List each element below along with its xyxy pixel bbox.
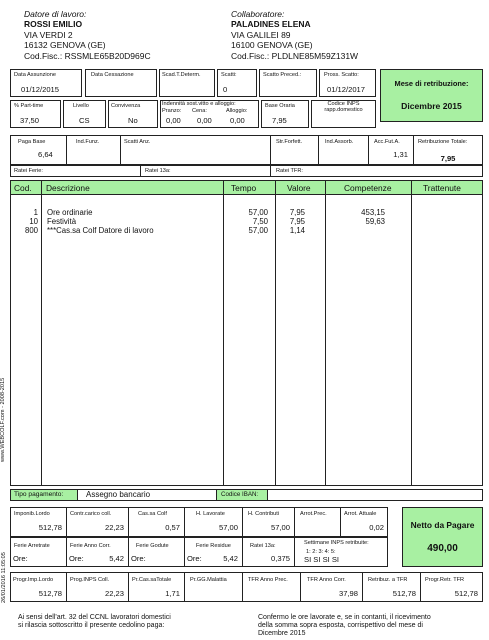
row-earnings: 453,15 xyxy=(361,208,385,217)
progressive-sickness-label: Pr.GG.Malattia xyxy=(190,577,227,583)
employer-fiscal-code: Cod.Fisc.: RSSMLE65B20D969C xyxy=(24,51,151,61)
iban-label: Codice IBAN: xyxy=(221,491,259,498)
pay-month-label: Mese di retribuzione: xyxy=(394,79,469,88)
next-step-value: 01/12/2017 xyxy=(327,85,366,94)
payment-type-label: Tipo pagamento: xyxy=(14,491,64,498)
holiday-used-label: Ferie Godute xyxy=(136,543,169,549)
footer-right-line-2: della somma sopra esposta, corrispettivo del mese di xyxy=(258,622,423,629)
pay-month-box xyxy=(380,69,483,122)
tfr-salary-value: 512,78 xyxy=(392,589,416,598)
tfr-current-year-value: 37,98 xyxy=(338,589,358,598)
net-pay-label: Netto da Pagare xyxy=(410,520,475,530)
worker-fiscal-code: Cod.Fisc.: PLDLNE85M59Z131W xyxy=(231,51,359,61)
worker-contribution-label: Contr.carico coll. xyxy=(70,511,112,517)
future-increase-value: 1,31 xyxy=(393,150,408,159)
cohabitation-value: No xyxy=(128,116,138,125)
row-time: 57,00 xyxy=(248,226,268,235)
row-code: 800 xyxy=(24,226,38,235)
col-header-code: Cod. xyxy=(14,183,32,193)
row-time: 7,50 xyxy=(252,217,268,226)
13th-month-value: 0,375 xyxy=(270,554,290,563)
inps-weeks-flags: SI SI SI SI xyxy=(304,555,340,564)
row-code: 1 xyxy=(33,208,38,217)
cohabitation-label: Convivenza xyxy=(111,103,141,109)
footer-left-line-2: si rilascia sottoscritto il presente cedolino paga: xyxy=(18,622,165,629)
seniority-steps-label: Scatti: xyxy=(221,72,237,78)
row-code: 10 xyxy=(29,217,38,226)
worker-contribution-value: 22,23 xyxy=(104,523,124,532)
cassa-colf-value: 0,57 xyxy=(165,523,180,532)
worker-address: VIA GALILEI 89 xyxy=(231,30,291,40)
lodging-value: 0,00 xyxy=(230,116,245,125)
part-time-label: % Part-time xyxy=(14,103,44,109)
employer-name: ROSSI EMILIO xyxy=(24,19,83,29)
base-pay-value: 6,64 xyxy=(38,150,53,159)
future-increase-label: Acc.Fut.A. xyxy=(374,139,400,145)
tfr-previous-year-label: TFR Anno Prec. xyxy=(248,577,288,583)
progressive-cassa-value: 1,71 xyxy=(165,589,180,598)
row-earnings: 59,63 xyxy=(365,217,385,226)
gross-taxable-label: Imponib.Lordo xyxy=(14,511,50,517)
worker-caption: Collaboratore: xyxy=(231,9,285,19)
footer-right-line-3: Dicembre 2015 xyxy=(258,630,306,637)
side-watermark: www.WEBCOLF.com - 2008-2015 xyxy=(0,377,6,462)
net-pay-value: 490,00 xyxy=(427,543,458,554)
next-step-label: Pross. Scatto: xyxy=(324,72,359,78)
payment-type-value: Assegno bancario xyxy=(86,490,151,499)
holiday-year-hours-label: Ore: xyxy=(69,554,84,563)
net-pay-box xyxy=(402,507,483,567)
row-value: 7,95 xyxy=(289,208,305,217)
hourly-base-label: Base Oraria xyxy=(265,103,295,109)
allowance-label: Indennità sost.vitto e alloggio: xyxy=(162,101,236,107)
holiday-arrears-hours: Ore: xyxy=(13,554,28,563)
worker-name: PALADINES ELENA xyxy=(231,19,311,29)
col-header-time: Tempo xyxy=(231,183,257,193)
total-pay-value: 7,95 xyxy=(440,154,456,163)
row-value: 7,95 xyxy=(289,217,305,226)
tfr-current-year-label: TFR Anno Corr. xyxy=(307,577,346,583)
holiday-remaining-label: Ferie Residue xyxy=(196,543,231,549)
inps-code-sublabel: rapp.domestico xyxy=(324,107,363,113)
hire-date-value: 01/12/2015 xyxy=(21,85,60,94)
holiday-used-hours: Ore: xyxy=(131,554,146,563)
level-label: Livello xyxy=(73,103,89,109)
13th-accrual-label: Ratei 13a: xyxy=(145,168,171,174)
tfr-salary-label: Retribuz. a TFR xyxy=(368,577,408,583)
inps-code-label: Codice INPS xyxy=(327,101,360,107)
progressive-gross-value: 512,78 xyxy=(38,589,62,598)
row-description: ***Cas.sa Colf Datore di lavoro xyxy=(47,226,154,235)
cassa-colf-label: Cas.sa Colf xyxy=(138,511,167,517)
row-description: Festività xyxy=(47,217,77,226)
current-rounding-value: 0,02 xyxy=(369,523,384,532)
holiday-remaining-value: 5,42 xyxy=(223,554,238,563)
progressive-tfr-label: Progr.Retr. TFR xyxy=(425,577,465,583)
progressive-tfr-value: 512,78 xyxy=(454,589,478,598)
side-print-date: 26/01/2016 11:05:05 xyxy=(1,552,7,603)
seniority-steps-value: 0 xyxy=(223,85,228,94)
current-rounding-label: Arrot. Attuale xyxy=(344,511,377,517)
row-description: Ore ordinarie xyxy=(47,208,93,217)
footer-right xyxy=(258,614,431,638)
pay-month-value: Dicembre 2015 xyxy=(401,101,462,111)
holiday-remaining-hours-label: Ore: xyxy=(187,554,202,563)
lunch-value: 0,00 xyxy=(166,116,181,125)
hire-date-label: Data Assunzione xyxy=(14,72,56,78)
total-pay-label: Retribuzione Totale: xyxy=(418,139,468,145)
function-allowance-label: Ind.Funz. xyxy=(76,139,100,145)
holiday-accrual-label: Ratei Ferie: xyxy=(14,168,43,174)
absorbable-allowance-label: Ind.Assorb. xyxy=(325,139,354,145)
hours-worked-label: H. Lavorate xyxy=(196,511,225,517)
holiday-year-label: Ferie Anno Corr. xyxy=(70,543,111,549)
hours-worked-value: 57,00 xyxy=(218,523,238,532)
progressive-inps-label: Prog.INPS Coll. xyxy=(70,577,110,583)
inps-weeks-numbers: 1: 2: 3: 4: 5: xyxy=(306,549,336,555)
employer-city: 16132 GENOVA (GE) xyxy=(24,40,106,50)
worker-city: 16100 GENOVA (GE) xyxy=(231,40,313,50)
lunch-label: Pranzo: xyxy=(162,108,182,114)
part-time-value: 37,50 xyxy=(20,116,40,125)
holiday-year-value: 5,42 xyxy=(109,554,124,563)
13th-month-label: Ratei 13a: xyxy=(250,543,276,549)
level-value: CS xyxy=(79,116,90,125)
progressive-cassa-label: Pr.Cas.saTotale xyxy=(132,577,172,583)
overtime-flat-label: Str.Forfett. xyxy=(276,139,303,145)
dinner-value: 0,00 xyxy=(197,116,212,125)
gross-taxable-value: 512,78 xyxy=(38,523,62,532)
dinner-label: Cena: xyxy=(192,108,207,114)
row-value: 1,14 xyxy=(289,226,305,235)
col-header-description: Descrizione xyxy=(46,183,90,193)
progressive-inps-value: 22,23 xyxy=(104,589,124,598)
hourly-base-value: 7,95 xyxy=(272,116,287,125)
inps-weeks-label: Settimane INPS retribuite: xyxy=(304,540,369,546)
col-header-earnings: Competenze xyxy=(344,183,392,193)
contribution-hours-value: 57,00 xyxy=(270,523,290,532)
col-header-value: Valore xyxy=(287,183,311,193)
col-header-deductions: Trattenute xyxy=(423,183,461,193)
previous-step-label: Scatto Preced.: xyxy=(263,72,302,78)
footer-left xyxy=(18,614,171,630)
end-date-label: Data Cessazione xyxy=(91,72,134,78)
footer-right-line-1: Confermo le ore lavorate e, se in contanti, il ricevimento xyxy=(258,614,431,621)
progressive-gross-label: Progr.Imp.Lordo xyxy=(13,577,54,583)
employer-address: VIA VERDI 2 xyxy=(24,30,73,40)
footer-left-line-1: Ai sensi dell'art. 32 del CCNL lavoratori domestici xyxy=(18,614,171,621)
tfr-accrual-label: Ratei TFR: xyxy=(276,168,303,174)
lodging-label: Alloggio: xyxy=(226,108,248,114)
row-time: 57,00 xyxy=(248,208,268,217)
accruals-row xyxy=(10,165,483,177)
base-pay-label: Paga Base xyxy=(18,139,46,145)
seniority-allowance-label: Scatti Anz. xyxy=(124,139,151,145)
holiday-arrears-label: Ferie Arretrate xyxy=(14,543,50,549)
contribution-hours-label: H. Contributi xyxy=(248,511,280,517)
employer-caption: Datore di lavoro: xyxy=(24,9,87,19)
term-expiry-label: Scad.T.Determ. xyxy=(162,72,201,78)
previous-rounding-label: Arrot.Prec. xyxy=(300,511,327,517)
